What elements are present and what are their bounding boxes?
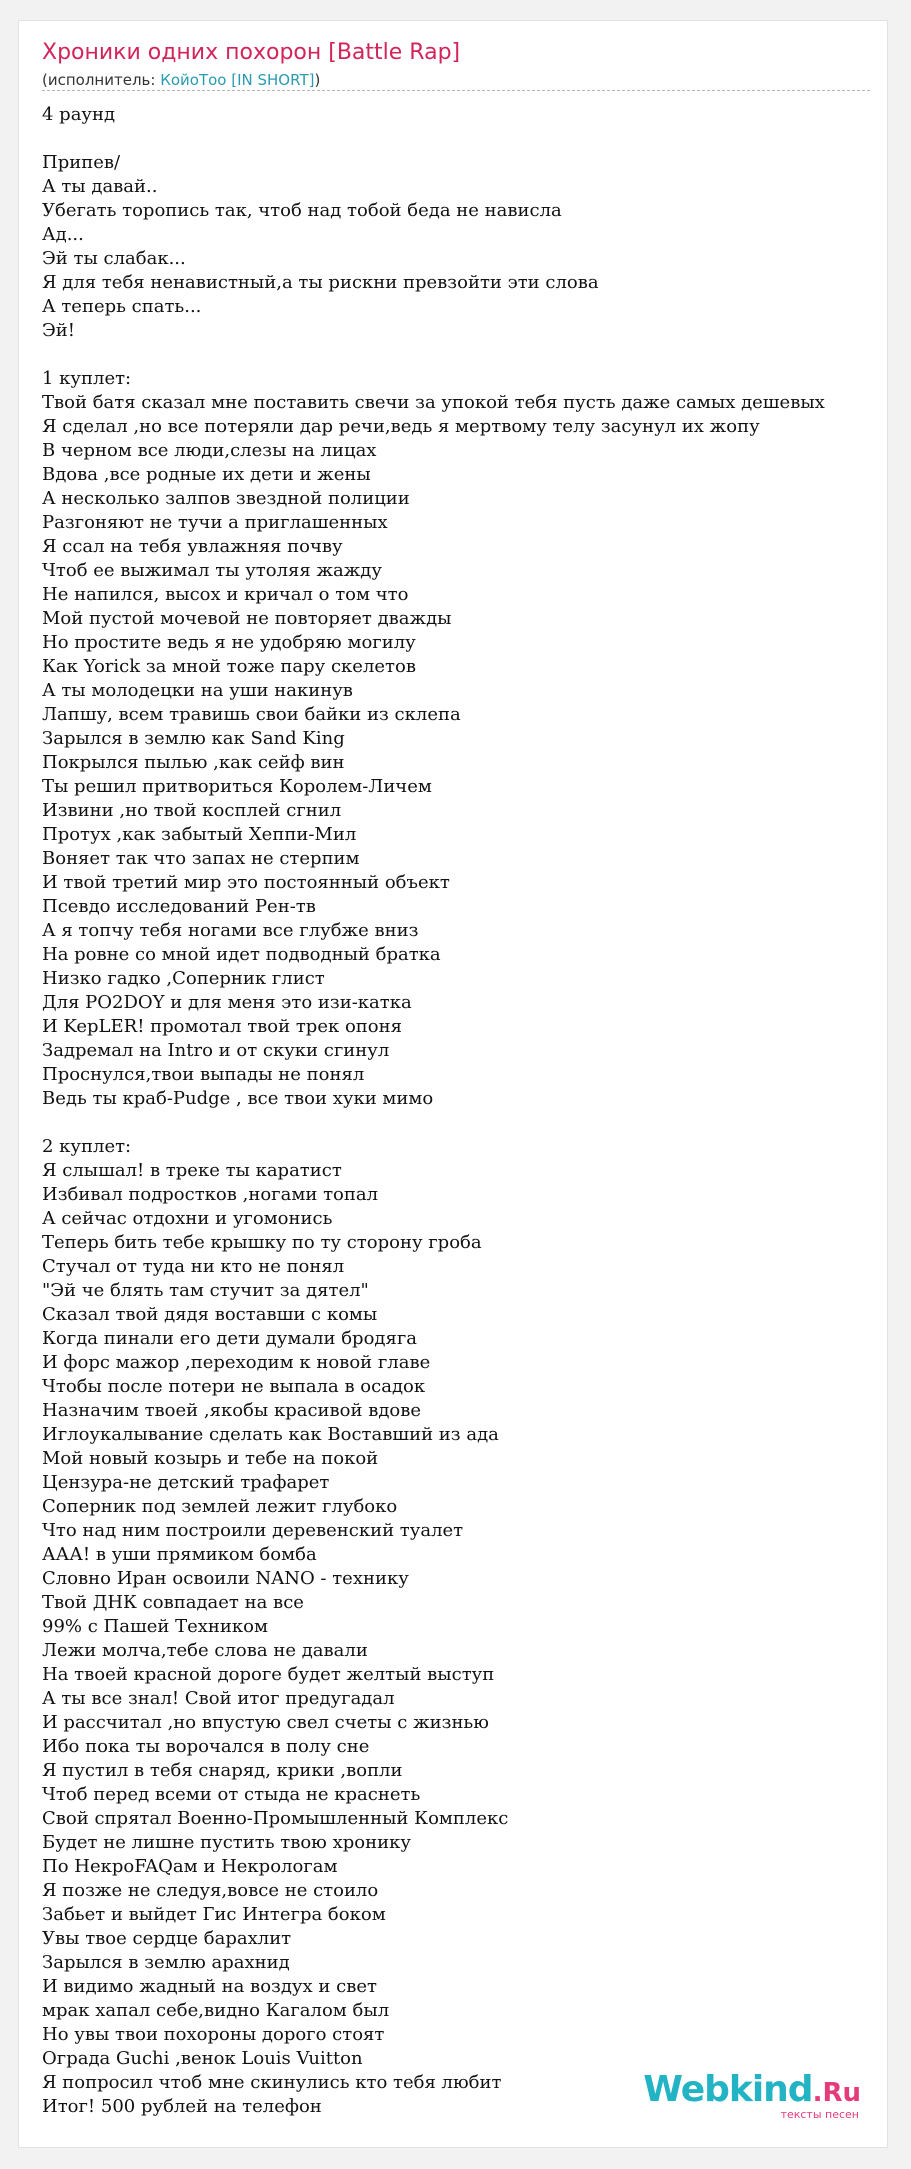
lyrics-line: Твой батя сказал мне поставить свечи за упокой тебя пусть даже самых дешевых — [42, 392, 825, 413]
lyrics-line: мрак хапал себе,видно Кагалом был — [42, 2000, 390, 2021]
lyrics-line: Зарылся в землю арахнид — [42, 1952, 290, 1973]
lyrics-line: Извини ,но твой косплей сгнил — [42, 800, 342, 821]
lyrics-line: Соперник под землей лежит глубоко — [42, 1496, 398, 1517]
lyrics-line: А ты давай.. — [42, 176, 158, 197]
lyrics-line: На твоей красной дороге будет желтый выступ — [42, 1664, 495, 1685]
lyrics-line: А ты все знал! Свой итог предугадал — [42, 1688, 395, 1709]
lyrics-line: 2 куплет: — [42, 1136, 132, 1157]
lyrics-line: Итог! 500 рублей на телефон — [42, 2096, 322, 2117]
lyrics-line: Забьет и выйдет Гис Интегра боком — [42, 1904, 386, 1925]
lyrics-line: Задремал на Intro и от скуки сгинул — [42, 1040, 390, 1061]
lyrics-line: Твой ДНК совпадает на все — [42, 1592, 304, 1613]
lyrics-line: Ведь ты краб-Pudge , все твои хуки мимо — [42, 1088, 434, 1109]
lyrics-line: Сказал твой дядя воставши с комы — [42, 1304, 378, 1325]
lyrics-line: Свой спрятал Военно-Промышленный Комплекс — [42, 1808, 509, 1829]
lyrics-line: На ровне со мной идет подводный братка — [42, 944, 441, 965]
lyrics-line: Назначим твоей ,якобы красивой вдове — [42, 1400, 422, 1421]
logo-main-text: Webkind — [643, 2069, 813, 2110]
lyrics-line: Чтоб перед всеми от стыда не краснеть — [42, 1784, 421, 1805]
lyrics-line: И KepLER! промотал твой трек опоня — [42, 1016, 402, 1037]
lyrics-line: И твой третий мир это постоянный объект — [42, 872, 450, 893]
header-divider — [42, 90, 870, 91]
lyrics-line: "Эй че блять там стучит за дятел" — [42, 1280, 369, 1301]
lyrics-line: А сейчас отдохни и угомонись — [42, 1208, 333, 1229]
lyrics-line: Цензура-не детский трафарет — [42, 1472, 330, 1493]
lyrics-line: Вдова ,все родные их дети и жены — [42, 464, 371, 485]
lyrics-line: Чтоб ее выжимал ты утоляя жажду — [42, 560, 382, 581]
lyrics-line: Увы твое сердце барахлит — [42, 1928, 292, 1949]
lyrics-line: Но увы твои похороны дорого стоят — [42, 2024, 385, 2045]
lyrics-line: Будет не лишне пустить твою хронику — [42, 1832, 411, 1853]
lyrics-line: Для PO2DOY и для меня это изи-катка — [42, 992, 412, 1013]
lyrics-line: Покрылся пылью ,как сейф вин — [42, 752, 345, 773]
lyrics-line: А теперь спать... — [42, 296, 202, 317]
lyrics-line: Ибо пока ты ворочался в полу сне — [42, 1736, 370, 1757]
lyrics-line: ААА! в уши прямиком бомба — [42, 1544, 317, 1565]
lyrics-line: Я ссал на тебя увлажняя почву — [42, 536, 343, 557]
lyrics-card — [18, 20, 888, 2148]
lyrics-line: Зарылся в землю как Sand King — [42, 728, 345, 749]
lyrics-blank-line — [42, 343, 888, 367]
lyrics-line: Словно Иран освоили NANO - технику — [42, 1568, 409, 1589]
lyrics-line: Я позже не следуя,вовсе не стоило — [42, 1880, 379, 1901]
logo-domain: .Ru — [812, 2078, 861, 2108]
lyrics-line: Разгоняют не тучи а приглашенных — [42, 512, 388, 533]
webkind-logo[interactable] — [643, 2071, 861, 2121]
lyrics-line: Когда пинали его дети думали бродяга — [42, 1328, 418, 1349]
lyrics-line: А ты молодецки на уши накинув — [42, 680, 353, 701]
lyrics-line: Мой пустой мочевой не повторяет дважды — [42, 608, 452, 629]
lyrics-line: Ад... — [42, 224, 84, 245]
lyrics-line: Ограда Guchi ,венок Louis Vuitton — [42, 2048, 363, 2069]
lyrics-line: Я сделал ,но все потеряли дар речи,ведь я мертвому телу засунул их жопу — [42, 416, 760, 437]
lyrics-line: Припев/ — [42, 152, 121, 173]
lyrics-line: Иглоукалывание сделать как Воставший из ада — [42, 1424, 499, 1445]
artist-line — [42, 71, 320, 89]
lyrics-text — [42, 103, 888, 2119]
lyrics-line: Я для тебя ненавистный,а ты рискни превзойти эти слова — [42, 272, 599, 293]
logo-wordmark — [643, 2071, 861, 2112]
artist-link[interactable]: КойоТоо [IN SHORT] — [160, 71, 315, 89]
lyrics-line: И рассчитал ,но впустую свел счеты с жизнью — [42, 1712, 489, 1733]
lyrics-line: Эй ты слабак... — [42, 248, 186, 269]
lyrics-line: Эй! — [42, 320, 76, 341]
lyrics-blank-line — [42, 1111, 888, 1135]
lyrics-line: 99% с Пашей Техником — [42, 1616, 268, 1637]
lyrics-line: Протух ,как забытый Хеппи-Мил — [42, 824, 357, 845]
lyrics-line: Псевдо исследований Рен-тв — [42, 896, 316, 917]
lyrics-line: Низко гадко ,Соперник глист — [42, 968, 325, 989]
lyrics-line: Проснулся,твои выпады не понял — [42, 1064, 365, 1085]
lyrics-blank-line — [42, 127, 888, 151]
lyrics-line: И форс мажор ,переходим к новой главе — [42, 1352, 431, 1373]
logo-tagline: тексты песен — [780, 2108, 859, 2121]
lyrics-line: Я попросил чтоб мне скинулись кто тебя любит — [42, 2072, 502, 2093]
lyrics-line: Я пустил в тебя снаряд, крики ,вопли — [42, 1760, 403, 1781]
lyrics-line: 1 куплет: — [42, 368, 132, 389]
lyrics-line: Убегать торопись так, чтоб над тобой беда не нависла — [42, 200, 562, 221]
song-title: Хроники одних похорон [Battle Rap] — [42, 40, 461, 65]
lyrics-line: Как Yorick за мной тоже пару скелетов — [42, 656, 416, 677]
artist-suffix: ) — [314, 71, 321, 89]
lyrics-line: Но простите ведь я не удобряю могилу — [42, 632, 416, 653]
lyrics-line: А несколько залпов звездной полиции — [42, 488, 410, 509]
lyrics-line: Чтобы после потери не выпала в осадок — [42, 1376, 426, 1397]
lyrics-line: Что над ним построили деревенский туалет — [42, 1520, 464, 1541]
lyrics-line: Лежи молча,тебе слова не давали — [42, 1640, 368, 1661]
lyrics-line: Воняет так что запах не стерпим — [42, 848, 360, 869]
lyrics-line: По НекроFAQам и Некрологам — [42, 1856, 338, 1877]
lyrics-line: Теперь бить тебе крышку по ту сторону гроба — [42, 1232, 482, 1253]
lyrics-line: Не напился, высох и кричал о том что — [42, 584, 409, 605]
lyrics-line: А я топчу тебя ногами все глубже вниз — [42, 920, 419, 941]
lyrics-line: Стучал от туда ни кто не понял — [42, 1256, 345, 1277]
lyrics-line: Я слышал! в треке ты каратист — [42, 1160, 342, 1181]
lyrics-line: В черном все люди,слезы на лицах — [42, 440, 377, 461]
lyrics-line: Мой новый козырь и тебе на покой — [42, 1448, 379, 1469]
lyrics-line: И видимо жадный на воздух и свет — [42, 1976, 377, 1997]
lyrics-line: Лапшу, всем травишь свои байки из склепа — [42, 704, 461, 725]
lyrics-line: 4 раунд — [42, 104, 116, 125]
artist-prefix: (исполнитель: — [42, 71, 161, 89]
lyrics-line: Избивал подростков ,ногами топал — [42, 1184, 379, 1205]
lyrics-line: Ты решил притвориться Королем-Личем — [42, 776, 432, 797]
